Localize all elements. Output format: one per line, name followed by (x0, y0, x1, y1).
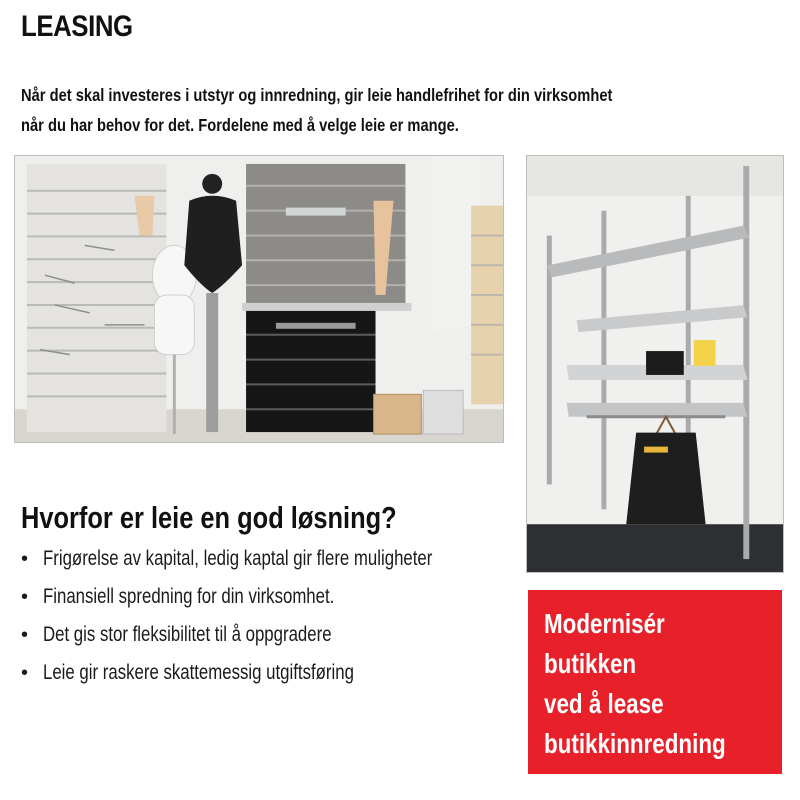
benefit-item (21, 540, 530, 578)
showroom-photo-illustration (15, 156, 503, 442)
showroom-photo (14, 155, 504, 443)
wooden-cube (374, 394, 422, 434)
price-card (694, 340, 716, 366)
jacket (626, 433, 705, 525)
shelving-photo-illustration (527, 156, 783, 572)
slatwall-panel-center (242, 164, 411, 311)
why-heading: Hvorfor er leie en god løsning? (21, 500, 397, 535)
benefit-text: Leie gir raskere skattemessig utgiftsføring (43, 661, 354, 684)
bullet-icon: • (21, 548, 29, 570)
bullet-icon: • (21, 586, 29, 608)
cta-line: ved å lease (544, 688, 664, 719)
benefit-text: Frigørelse av kapital, ledig kaptal gir flere muligheter (43, 547, 433, 570)
benefits-list (21, 540, 530, 692)
cta-line: butikkinnredning (544, 728, 726, 759)
bullet-icon: • (21, 624, 29, 646)
benefit-item (21, 654, 530, 692)
grey-cube (423, 390, 463, 434)
cta-line: butikken (544, 648, 637, 679)
benefit-text: Finansiell spredning for din virksomhet. (43, 585, 335, 608)
shelving-photo (526, 155, 784, 573)
black-cabinet (246, 311, 375, 432)
laptop (646, 351, 684, 375)
intro-line-1: Når det skal investeres i utstyr og innredning, gir leie handlefrihet for din virksomhet (21, 85, 613, 105)
benefit-item (21, 578, 530, 616)
cta-line: Modernisér (544, 608, 665, 639)
intro-line-2: når du har behov for det. Fordelene med å velge leie er mange. (21, 115, 459, 135)
benefit-item (21, 616, 530, 654)
benefit-text: Det gis stor fleksibilitet til å oppgradere (43, 623, 332, 646)
bullet-icon: • (21, 662, 29, 684)
page-title: LEASING (21, 10, 133, 43)
cta-banner (528, 590, 782, 774)
intro-paragraph (21, 80, 777, 140)
